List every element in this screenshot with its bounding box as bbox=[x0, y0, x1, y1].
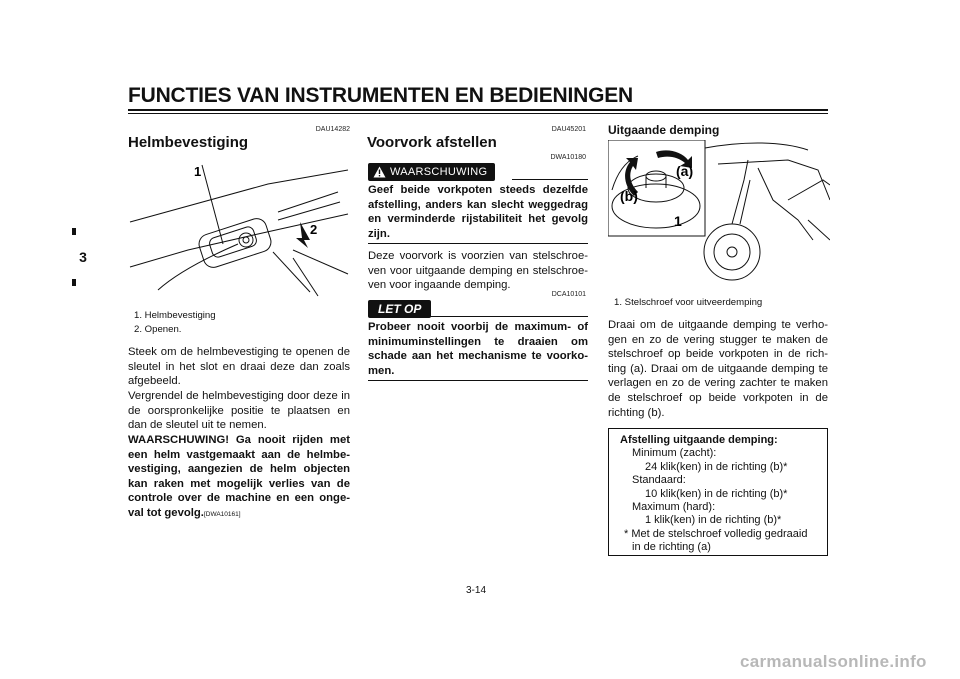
warning-badge bbox=[368, 163, 495, 181]
spec-title: Afstelling uitgaande demping: bbox=[620, 434, 778, 446]
page-number: 3-14 bbox=[466, 585, 487, 596]
rebound-body: Draai om de uitgaande demping te verho- gen en zo de vering stugger te maken de stelschroef op beide vorkpoten in de rich- ting (a). Draai om de uitgaande demping te verlagen en zo de vering zachter te maken de stelschroef op beide vorkpoten in de richting (b). bbox=[608, 319, 828, 419]
note-rule-top bbox=[430, 316, 588, 317]
section-code-fork: DAU45201 bbox=[551, 126, 586, 133]
section-heading-rebound: Uitgaande demping bbox=[608, 123, 720, 137]
warning-text: WAARSCHUWING! Ga nooit rijden met een helm vastgemaakt aan de helmbe- vestiging, aangezien de helm objecten kan raken met mogelijk verlies van de controle over de machine en een onge- val tot gevolg. bbox=[128, 434, 350, 519]
figure-label-a: (a) bbox=[676, 163, 694, 179]
spec-line: 10 klik(ken) in de richting (b)* bbox=[645, 487, 788, 500]
note-badge: LET OP bbox=[368, 300, 431, 318]
warning-label: WAARSCHUWING bbox=[390, 166, 488, 178]
header-rule-thin bbox=[128, 113, 828, 114]
section-heading-fork: Voorvork afstellen bbox=[367, 134, 497, 151]
warning-fork-text: Geef beide vorkpoten steeds dezelfde afstelling, anders kan slecht weggedrag en verminderde rijstabiliteit het gevolg zijn. bbox=[368, 184, 588, 240]
helmet-holder-figure bbox=[128, 162, 350, 302]
warning-rule-bottom bbox=[368, 243, 588, 244]
spec-line: * Met de stelschroef volledig gedraaid bbox=[624, 527, 808, 540]
figure-label-2: 2 bbox=[310, 222, 318, 237]
spec-line: Standaard: bbox=[632, 474, 686, 487]
rebound-adjuster-figure bbox=[608, 140, 830, 290]
caption-rebound: 1. Stelschroef voor uitveerdemping bbox=[614, 297, 763, 308]
spec-line: Minimum (zacht): bbox=[632, 447, 717, 460]
spec-line: Maximum (hard): bbox=[632, 501, 716, 514]
spec-line: in de richting (a) bbox=[632, 541, 711, 554]
warning-paragraph bbox=[128, 433, 350, 523]
figure-label-b: (b) bbox=[620, 188, 638, 204]
fork-body: Deze voorvork is voorzien van stelschroe- ven voor uitgaande demping en stelschroe- ven voor ingaande demping. bbox=[368, 250, 588, 292]
damping-spec-box bbox=[608, 428, 828, 556]
section-heading-helmet: Helmbevestiging bbox=[128, 134, 249, 151]
note-text: Probeer nooit voorbij de maximum- of minimuminstellingen te draaien om schade aan het mechanisme te voorko- men. bbox=[368, 321, 588, 377]
page-title: FUNCTIES VAN INSTRUMENTEN EN BEDIENINGEN bbox=[128, 84, 633, 107]
header-rule bbox=[128, 109, 828, 111]
paragraph-lock: Vergrendel de helmbevestiging door deze in de oorspronkelijke positie te plaatsen en dan de sleutel uit te nemen. bbox=[128, 390, 350, 432]
warning-triangle-icon bbox=[373, 166, 386, 178]
warning-rule-top bbox=[512, 179, 588, 180]
caption-2: 2. Openen. bbox=[134, 324, 182, 335]
chapter-tab: 3 bbox=[70, 235, 96, 279]
spec-line: 24 klik(ken) in de richting (b)* bbox=[645, 460, 788, 473]
note-code: DCA10101 bbox=[551, 291, 586, 298]
paragraph-open: Steek om de helmbevestiging te openen de sleutel in het slot en draai deze dan zoals afgebeeld. bbox=[128, 346, 350, 388]
figure-label-1: 1 bbox=[194, 164, 202, 179]
figure-label-1: 1 bbox=[674, 213, 682, 229]
caption-1: 1. Helmbevestiging bbox=[134, 310, 216, 321]
note-rule-bottom bbox=[368, 380, 588, 381]
spec-line: 1 klik(ken) in de richting (b)* bbox=[645, 514, 782, 527]
warning-code-fork: DWA10180 bbox=[550, 154, 586, 161]
warning-code: [DWA10161] bbox=[203, 510, 241, 518]
section-code: DAU14282 bbox=[315, 126, 350, 133]
footer-watermark: carmanualsonline.info bbox=[740, 652, 927, 671]
